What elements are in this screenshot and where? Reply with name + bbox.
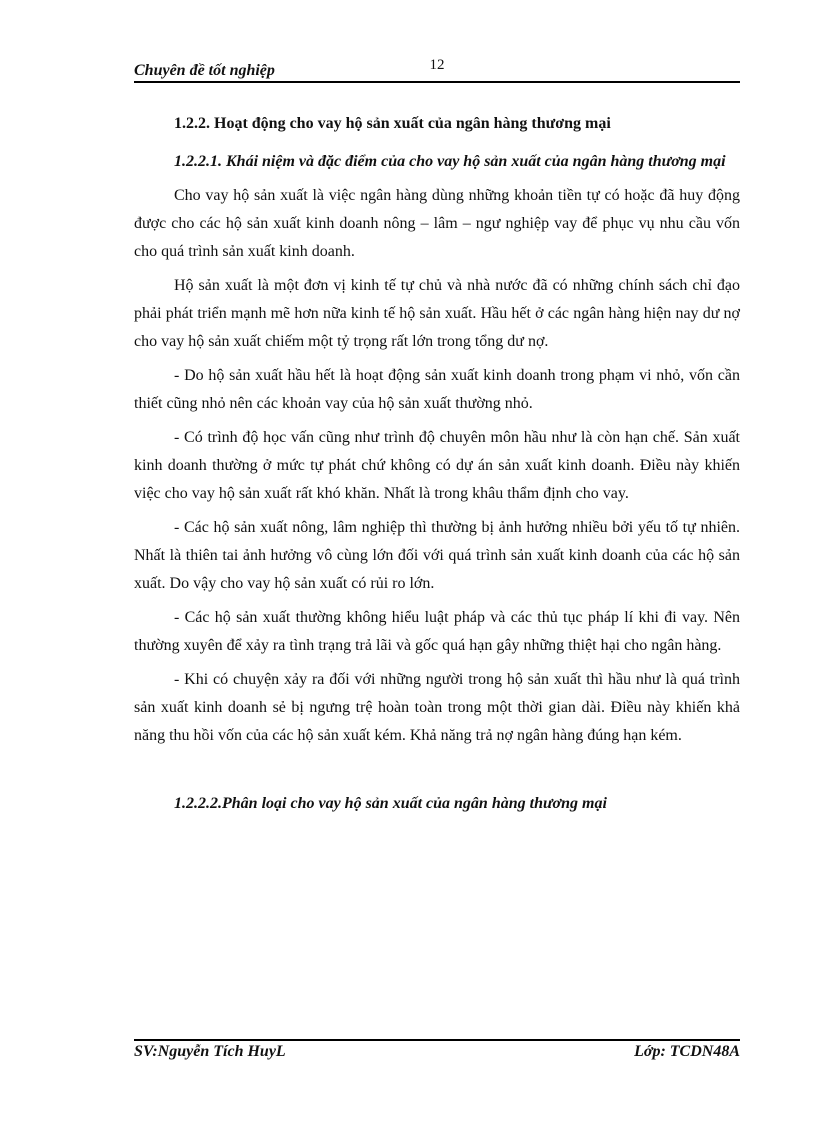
footer-class: Lớp: TCDN48A xyxy=(634,1043,740,1060)
footer-student: SV:Nguyễn Tích HuyL xyxy=(134,1043,286,1060)
paragraph: Hộ sản xuất là một đơn vị kinh tế tự chủ và nhà nước đã có những chính sách chỉ đạo phải phát triển mạnh mẽ hơn nữa kinh tế hộ sản xuất. Hầu hết ở các ngân hàng hiện nay dư nợ cho vay hộ sản xuất chiếm một tỷ trọng rất lớn trong tổng dư nợ. xyxy=(134,277,740,350)
page-number: 12 xyxy=(429,57,445,73)
footer-rule xyxy=(134,1039,740,1041)
paragraph: - Các hộ sản xuất nông, lâm nghiệp thì thường bị ảnh hưởng nhiều bởi yếu tố tự nhiên. Nhất là thiên tai ảnh hưởng vô cùng lớn đối với quá trình sản xuất kinh doanh của các hộ sản xuất. Do vậy cho vay hộ sản xuất có rủi ro lớn. xyxy=(134,519,740,592)
subsection-heading: 1.2.2.1. Khái niệm và đặc điểm của cho vay hộ sản xuất của ngân hàng thương mại xyxy=(174,153,726,170)
paragraph: - Khi có chuyện xảy ra đối với những người trong hộ sản xuất thì hầu như là quá trình sản xuất kinh doanh sẻ bị ngưng trệ hoàn toàn trong một thời gian dài. Điều này khiến khả năng thu hồi vốn của các hộ sản xuất kém. Khả năng trả nợ ngân hàng đúng hạn kém. xyxy=(134,671,740,744)
header-title: Chuyên đề tốt nghiệp xyxy=(134,62,275,79)
header-rule xyxy=(134,81,740,83)
section-heading: 1.2.2. Hoạt động cho vay hộ sản xuất của ngân hàng thương mại xyxy=(174,115,611,132)
paragraph: Cho vay hộ sản xuất là việc ngân hàng dùng những khoản tiền tự có hoặc đã huy động được cho các hộ sản xuất kinh doanh nông – lâm – ngư nghiệp vay để phục vụ nhu cầu vốn cho quá trình sản xuất kinh doanh. xyxy=(134,187,740,260)
paragraph: - Có trình độ học vấn cũng như trình độ chuyên môn hầu như là còn hạn chế. Sản xuất kinh doanh thường ở mức tự phát chứ không có dự án sản xuất kinh doanh. Điều này khiến việc cho vay hộ sản xuất rất khó khăn. Nhất là trong khâu thẩm định cho vay. xyxy=(134,429,740,502)
document-body xyxy=(134,110,740,818)
subsection-heading-2: 1.2.2.2.Phân loại cho vay hộ sản xuất của ngân hàng thương mại xyxy=(174,795,607,812)
paragraph: - Do hộ sản xuất hầu hết là hoạt động sản xuất kinh doanh trong phạm vi nhỏ, vốn cần thiết cũng nhỏ nên các khoản vay của hộ sản xuất thường nhỏ. xyxy=(134,367,740,412)
paragraph: - Các hộ sản xuất thường không hiểu luật pháp và các thủ tục pháp lí khi đi vay. Nên thường xuyên để xảy ra tình trạng trả lãi và gốc quá hạn gây những thiệt hại cho ngân hàng. xyxy=(134,609,740,654)
